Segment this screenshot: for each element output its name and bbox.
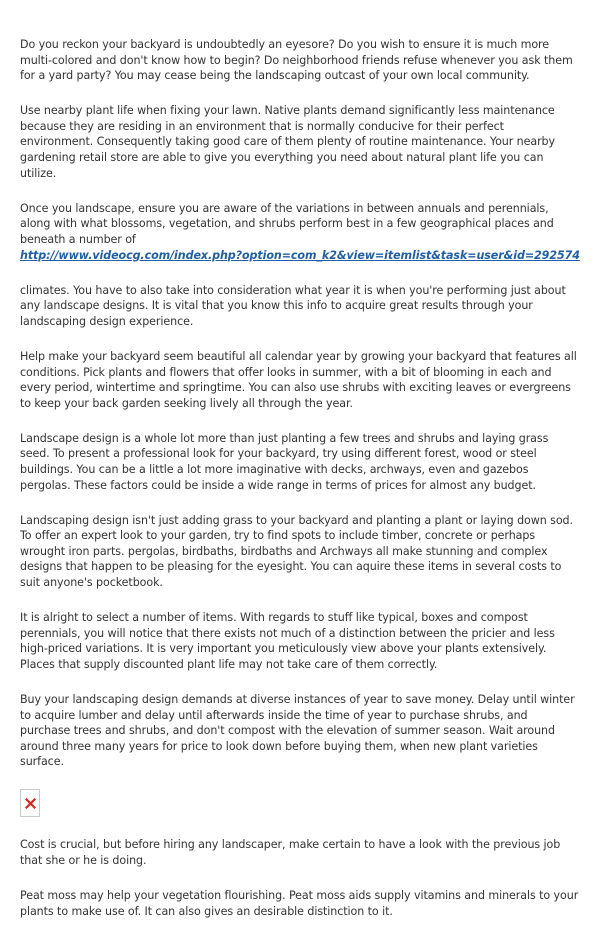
paragraph-9: Buy your landscaping design demands at diverse instances of year to save money. Delay until winter to acquire lumber and delay until afterwards inside the time of year to purchase shrubs, and purchase trees and shrubs, and don't compost with the elevation of summer season. Wait around around three many years for price to look down before buying them, when new plant varieties surface. (20, 693, 575, 769)
paragraph-8: It is alright to select a number of items. With regards to stuff like typical, boxes and compost perennials, you will notice that there exists not much of a distinction between the pricier and less high-priced variations. It is very important you meticulously view above your plants extensively. Places that supply discounted plant life may not take care of them correctly. (20, 611, 555, 671)
paragraph-6: Landscape design is a whole lot more than just planting a few trees and shrubs and laying grass seed. To present a professional look for your backyard, try using different forest, wood or steel buildings. You can be a little a lot more imaginative with decks, archways, even and gazebos pergolas. These factors could be inside a wide range in terms of prices for almost any budget. (20, 431, 549, 492)
paragraph-1: Do you reckon your backyard is undoubtedly an eyesore? Do you wish to ensure it is much more multi-colored and don't know how to begin? Do neighborhood friends refuse whenever you ask them for a yard party? You may cease being the landscaping outcast of your own local community. (20, 38, 573, 83)
paragraph-11: Peat moss may help your vegetation flourishing. Peat moss aids supply vitamins and minerals to your plants to make use of. It can also gives an desirable distinction to it. (20, 889, 579, 918)
article-body (20, 37, 580, 939)
broken-image-placeholder (20, 789, 40, 817)
paragraph-7: Landscaping design isn't just adding grass to your backyard and planting a plant or laying down sod. To offer an expert look to your garden, try to find spots to include timber, concrete or perhaps wrought iron parts. pergolas, birdbaths, birdbaths and Archways all make stunning and complex designs that happen to be pleasing for the eyesight. You can aquire these items in several costs to suit anyone's pocketbook. (20, 513, 573, 590)
paragraph-3 (20, 201, 580, 263)
paragraph-10: Cost is crucial, but before hiring any landscaper, make certain to have a look with the previous job that she or he is doing. (20, 838, 561, 868)
paragraph-4: climates. You have to also take into consideration what year it is when you're performing just about any landscape designs. It is vital that you know this info to acquire great results through your landscaping design experience. (20, 283, 566, 328)
paragraph-3-text: Once you landscape, ensure you are aware of the variations in between annuals and perennials, along with what blossoms, vegetation, and shrubs perform best in a few geographical places and beneath a number of (20, 201, 554, 246)
broken-image-icon (25, 798, 36, 809)
profile-link[interactable]: http://www.videocg.com/index.php?option=com_k2&view=itemlist&task=user&id=292574 (20, 248, 580, 262)
paragraph-2: Use nearby plant life when fixing your lawn. Native plants demand significantly less maintenance because they are residing in an environment that is normally conducive for their perfect environment. Consequently taking good care of them plenty of routine maintenance. Your nearby gardening retail store are able to give you everything you need about natural plant life you can utilize. (20, 104, 556, 180)
paragraph-5: Help make your backyard seem beautiful all calendar year by growing your backyard that features all conditions. Pick plants and flowers that offer looks in summer, with a bit of blooming in each and every period, wintertime and springtime. You can also use shrubs with exciting leaves or evergreens to keep your back garden seeking lively all through the year. (20, 349, 577, 410)
